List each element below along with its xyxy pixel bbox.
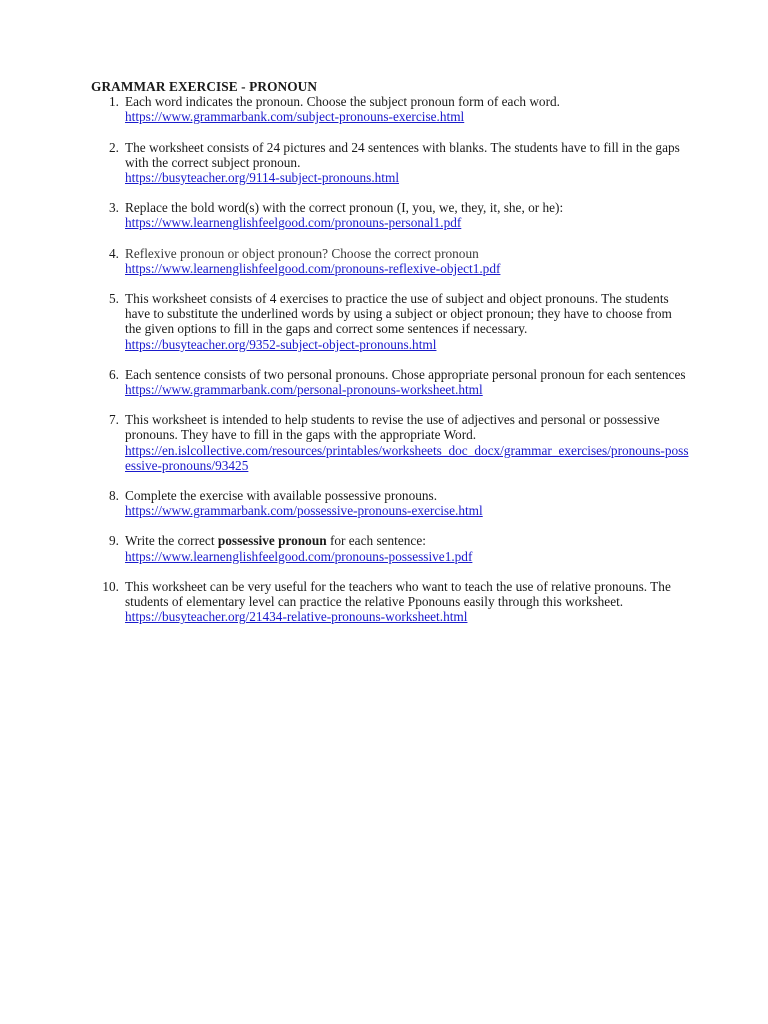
item-number: 8. [109, 488, 119, 504]
item-number: 6. [109, 366, 119, 382]
list-item [91, 200, 691, 230]
item-text-after: for each sentence: [326, 533, 426, 549]
item-link[interactable]: https://busyteacher.org/21434-relative-pronouns-worksheet.html [125, 609, 468, 625]
list-item [91, 533, 691, 563]
item-description: This worksheet consists of 4 exercises to practice the use of subject and object pronouns. The students have to substitute the underlined words by using a subject or object pronoun; they have to choose from the given options to fill in the gaps and correct some sentences if necessary. [125, 291, 672, 337]
item-description: Each word indicates the pronoun. Choose the subject pronoun form of each word. [125, 94, 560, 110]
exercise-list [91, 94, 691, 624]
item-link[interactable]: https://www.learnenglishfeelgood.com/pronouns-personal1.pdf [125, 215, 462, 231]
item-link[interactable]: https://www.grammarbank.com/personal-pronouns-worksheet.html [125, 382, 483, 398]
list-item [91, 246, 691, 276]
item-text-bold: possessive pronoun [217, 533, 327, 549]
item-description: This worksheet can be very useful for the teachers who want to teach the use of relative pronouns. The students of elementary level can practice the relative Pponouns easily through this worksheet. [125, 578, 671, 610]
item-link[interactable]: https://en.islcollective.com/resources/printables/worksheets_doc_docx/grammar_exercises/pronouns-possessive-pronouns/93425 [125, 442, 689, 473]
item-description: Each sentence consists of two personal pronouns. Chose appropriate personal pronoun for each sentences [125, 366, 686, 382]
item-description: Replace the bold word(s) with the correct pronoun (I, you, we, they, it, she, or he): [125, 200, 564, 216]
item-number: 7. [109, 412, 119, 428]
list-item [91, 579, 691, 625]
item-number: 2. [109, 139, 119, 155]
list-item [91, 488, 691, 518]
item-link[interactable]: https://www.learnenglishfeelgood.com/pronouns-possessive1.pdf [125, 548, 473, 564]
item-link[interactable]: https://busyteacher.org/9352-subject-object-pronouns.html [125, 336, 437, 352]
list-item [91, 140, 691, 186]
list-item [91, 412, 691, 473]
item-number: 10. [102, 578, 119, 594]
list-item [91, 94, 691, 124]
list-item [91, 291, 691, 352]
item-link[interactable]: https://www.grammarbank.com/possessive-pronouns-exercise.html [125, 503, 483, 519]
item-description [125, 533, 691, 548]
list-item [91, 367, 691, 397]
item-link[interactable]: https://www.grammarbank.com/subject-pronouns-exercise.html [125, 109, 465, 125]
item-number: 5. [109, 291, 119, 307]
item-description: The worksheet consists of 24 pictures and 24 sentences with blanks. The students have to fill in the gaps with the correct subject pronoun. [125, 139, 680, 170]
item-text-before: Write the correct [125, 533, 218, 549]
item-description: This worksheet is intended to help students to revise the use of adjectives and personal or possessive pronouns. They have to fill in the gaps with the appropriate Word. [125, 412, 660, 443]
item-number: 3. [109, 200, 119, 216]
item-link[interactable]: https://busyteacher.org/9114-subject-pronouns.html [125, 170, 400, 186]
item-description: Complete the exercise with available possessive pronouns. [125, 488, 438, 504]
item-description: Reflexive pronoun or object pronoun? Choose the correct pronoun [125, 245, 479, 261]
page-title: GRAMMAR EXERCISE - PRONOUN [91, 79, 318, 94]
item-number: 1. [109, 94, 119, 110]
item-number: 9. [109, 533, 119, 549]
item-number: 4. [109, 245, 119, 261]
document-page [91, 79, 691, 639]
item-link[interactable]: https://www.learnenglishfeelgood.com/pronouns-reflexive-object1.pdf [125, 260, 501, 276]
